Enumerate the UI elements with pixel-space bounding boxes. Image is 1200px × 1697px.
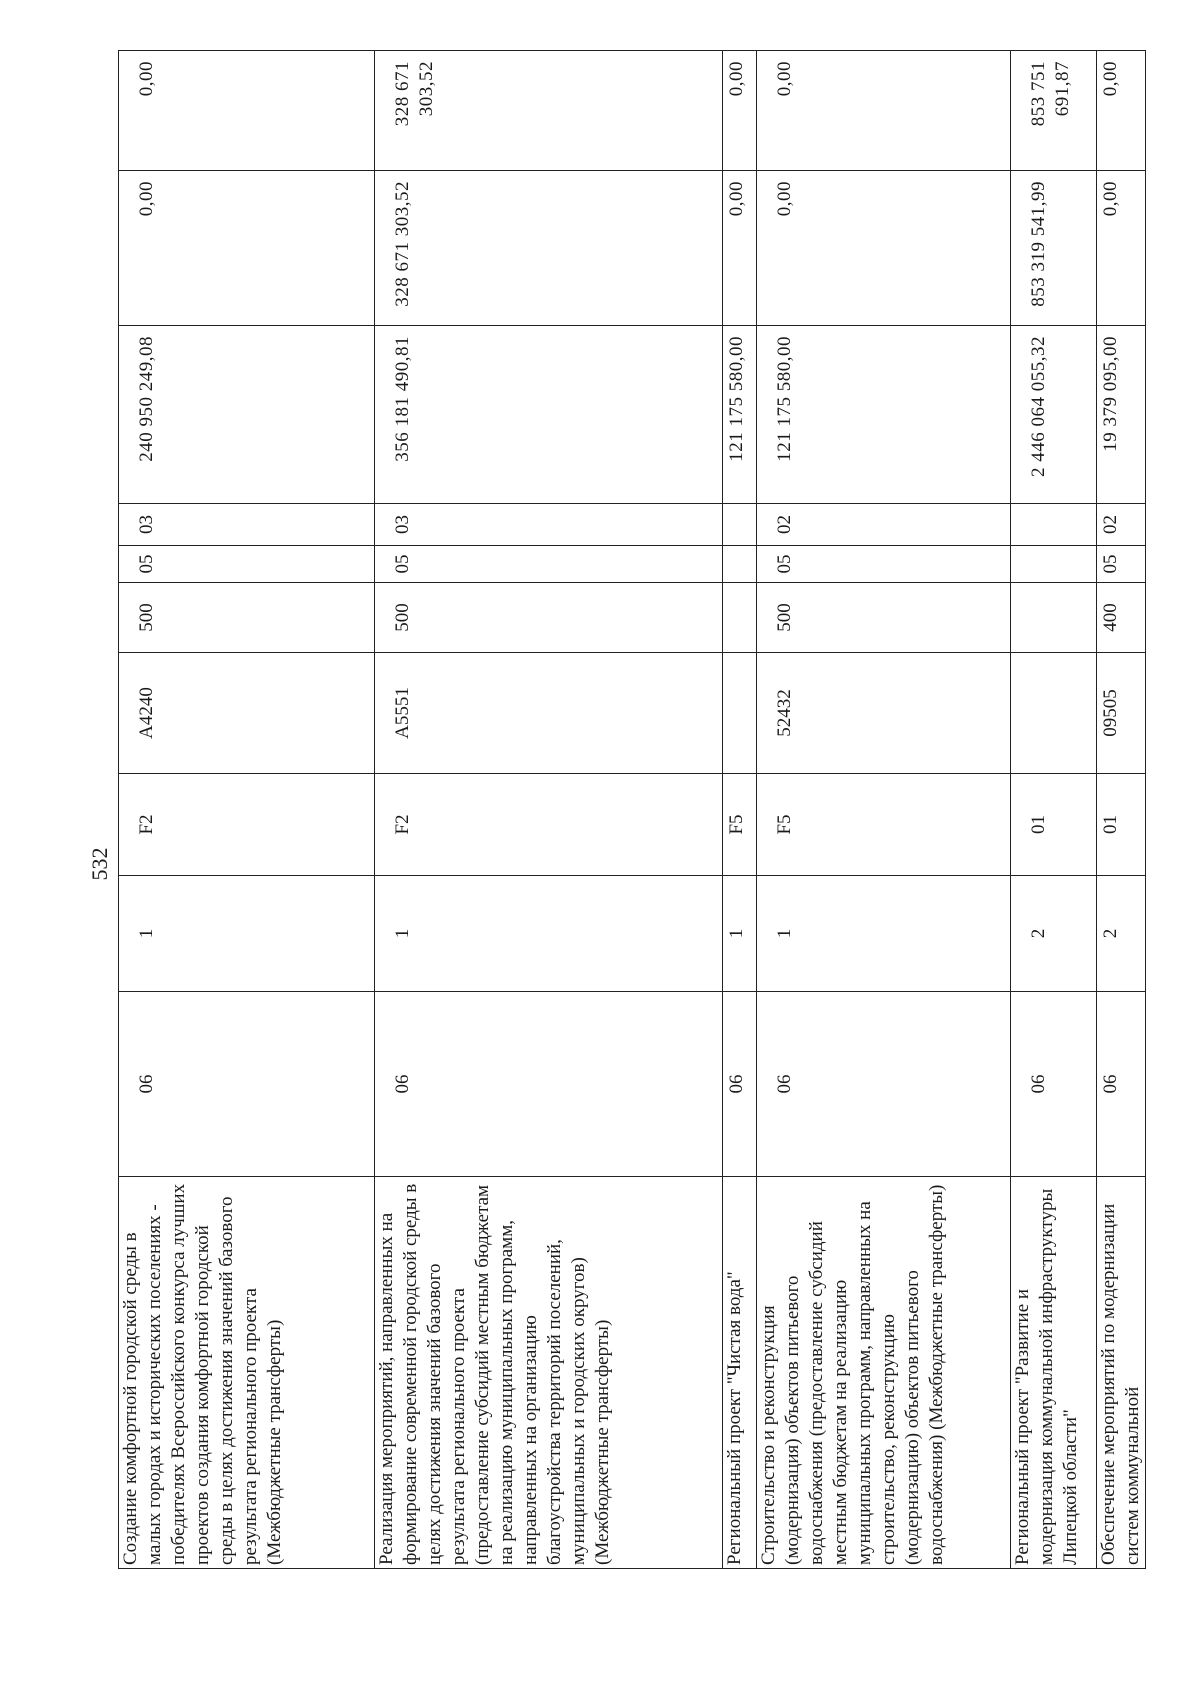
direction-code: 52432 bbox=[757, 653, 1011, 774]
budget-table bbox=[118, 50, 1146, 1569]
amount-1: 121 175 580,00 bbox=[757, 326, 1011, 504]
row-name: Создание комфортной городской среды в малых городах и исторических поселениях - победителях Всероссийского конкурса лучших проектов создания комфортной городской среды в целях достижения значений базового результата регионального проекта (Межбюджетные трансферты) bbox=[119, 1177, 375, 1569]
direction-code: A5551 bbox=[375, 653, 723, 774]
amount-2: 853 319 541,99 bbox=[1011, 171, 1097, 326]
project-code: F5 bbox=[757, 774, 1011, 876]
subprogram-code: 1 bbox=[723, 876, 757, 992]
table-row bbox=[723, 51, 757, 1569]
amount-1: 121 175 580,00 bbox=[723, 326, 757, 504]
expense-type-code bbox=[1011, 583, 1097, 653]
project-code: 01 bbox=[1097, 774, 1146, 876]
section-code: 05 bbox=[757, 546, 1011, 583]
amount-3: 328 671 303,52 bbox=[375, 51, 723, 171]
program-code: 06 bbox=[1011, 992, 1097, 1177]
amount-3: 0,00 bbox=[723, 51, 757, 171]
amount-2: 0,00 bbox=[1097, 171, 1146, 326]
direction-code: A4240 bbox=[119, 653, 375, 774]
amount-3: 0,00 bbox=[119, 51, 375, 171]
project-code: F2 bbox=[375, 774, 723, 876]
row-name: Обеспечение мероприятий по модернизации систем коммунальной bbox=[1097, 1177, 1146, 1569]
section-code bbox=[723, 546, 757, 583]
page-number: 532 bbox=[87, 847, 112, 881]
table-row bbox=[757, 51, 1011, 1569]
program-code: 06 bbox=[723, 992, 757, 1177]
row-name: Региональный проект "Развитие и модернизация коммунальной инфраструктуры Липецкой области" bbox=[1011, 1177, 1097, 1569]
amount-1: 19 379 095,00 bbox=[1097, 326, 1146, 504]
section-code: 05 bbox=[375, 546, 723, 583]
direction-code bbox=[723, 653, 757, 774]
amount-2: 0,00 bbox=[757, 171, 1011, 326]
rotated-page-content bbox=[118, 51, 1143, 1569]
subprogram-code: 1 bbox=[757, 876, 1011, 992]
project-code: F5 bbox=[723, 774, 757, 876]
row-name: Строительство и реконструкция (модернизация) объектов питьевого водоснабжения (предоставление субсидий местным бюджетам на реализацию муниципальных программ, направленных на строительство, реконструкцию (модернизацию) объектов питьевого водоснабжения) (Межбюджетные трансферты) bbox=[757, 1177, 1011, 1569]
project-code: F2 bbox=[119, 774, 375, 876]
amount-1: 2 446 064 055,32 bbox=[1011, 326, 1097, 504]
expense-type-code: 500 bbox=[119, 583, 375, 653]
direction-code bbox=[1011, 653, 1097, 774]
expense-type-code: 500 bbox=[757, 583, 1011, 653]
program-code: 06 bbox=[119, 992, 375, 1177]
subsection-code bbox=[1011, 504, 1097, 546]
subsection-code: 02 bbox=[1097, 504, 1146, 546]
section-code: 05 bbox=[119, 546, 375, 583]
subsection-code: 02 bbox=[757, 504, 1011, 546]
amount-2: 0,00 bbox=[723, 171, 757, 326]
subsection-code bbox=[723, 504, 757, 546]
amount-1: 356 181 490,81 bbox=[375, 326, 723, 504]
program-code: 06 bbox=[375, 992, 723, 1177]
subsection-code: 03 bbox=[119, 504, 375, 546]
expense-type-code bbox=[723, 583, 757, 653]
expense-type-code: 400 bbox=[1097, 583, 1146, 653]
table-row bbox=[375, 51, 723, 1569]
expense-type-code: 500 bbox=[375, 583, 723, 653]
subprogram-code: 2 bbox=[1097, 876, 1146, 992]
amount-2: 328 671 303,52 bbox=[375, 171, 723, 326]
section-code bbox=[1011, 546, 1097, 583]
row-name: Региональный проект "Чистая вода" bbox=[723, 1177, 757, 1569]
amount-1: 240 950 249,08 bbox=[119, 326, 375, 504]
table-row bbox=[1097, 51, 1146, 1569]
subprogram-code: 2 bbox=[1011, 876, 1097, 992]
amount-3: 0,00 bbox=[1097, 51, 1146, 171]
section-code: 05 bbox=[1097, 546, 1146, 583]
subsection-code: 03 bbox=[375, 504, 723, 546]
row-name: Реализация мероприятий, направленных на формирование современной городской среды в целях достижения значений базового результата регионального проекта (предоставление субсидий местным бюджетам на реализацию муниципальных программ, направленных на организацию благоустройства территорий поселений, муниципальных и городских округов) (Межбюджетные трансферты) bbox=[375, 1177, 723, 1569]
table-row bbox=[119, 51, 375, 1569]
amount-3: 0,00 bbox=[757, 51, 1011, 171]
subprogram-code: 1 bbox=[119, 876, 375, 992]
subprogram-code: 1 bbox=[375, 876, 723, 992]
direction-code: 09505 bbox=[1097, 653, 1146, 774]
table-row bbox=[1011, 51, 1097, 1569]
program-code: 06 bbox=[1097, 992, 1146, 1177]
project-code: 01 bbox=[1011, 774, 1097, 876]
amount-2: 0,00 bbox=[119, 171, 375, 326]
amount-3: 853 751 691,87 bbox=[1011, 51, 1097, 171]
program-code: 06 bbox=[757, 992, 1011, 1177]
